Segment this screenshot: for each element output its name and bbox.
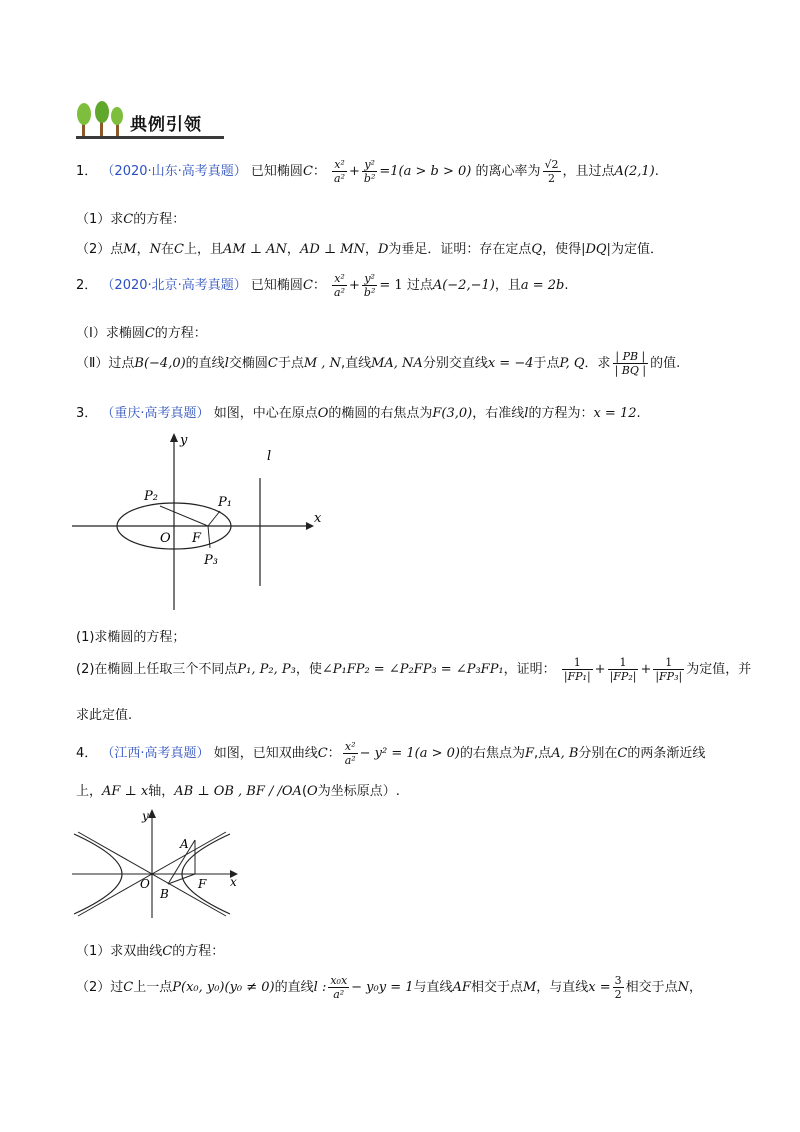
q3-text-d: 的方程为： [528, 406, 594, 421]
q2-p1-C: C [144, 326, 155, 341]
q1-p2-N: N [149, 242, 161, 257]
q4-label-F: F [198, 877, 207, 891]
q4-line2-c: ( [301, 784, 308, 799]
q1-p2-AM-AN: AM ⊥ AN [222, 242, 287, 257]
q1-eq-rhs: =1(a > b > 0) [379, 164, 472, 179]
q2-p2-text-i: 的值. [650, 356, 681, 371]
q2-p2-text-f: 分别交直线 [422, 356, 488, 371]
q4-text-e: 的两条渐近线 [627, 746, 706, 761]
header-underline [76, 136, 224, 139]
q3-number: 3． [76, 406, 98, 421]
q1-p2-label: （2）点 [76, 242, 124, 257]
q1-text-a: 已知椭圆 [250, 164, 303, 179]
q2-p2-text-h: ．求 [584, 356, 611, 371]
q2-p2-text-e: ,直线 [340, 356, 372, 371]
q3-x-arrow [306, 522, 314, 530]
q2-ratio-den: | BQ | [614, 364, 647, 377]
q1-part1 [76, 208, 185, 227]
q2-p2-text-b: 的直线 [185, 356, 225, 371]
q1-source: （2020·山东·高考真题） [101, 164, 247, 179]
q2-point: A(−2,−1) [432, 278, 495, 293]
q4-text-a: 如图，已知双曲线 [213, 746, 318, 761]
q2-colon: ： [312, 278, 326, 293]
q4-frac [343, 740, 358, 767]
q1-p2-text-f: 上，且 [183, 242, 223, 257]
q4-line2-a: 上， [76, 784, 103, 799]
q2-p2-label: （Ⅱ）过点 [76, 356, 135, 371]
q3-ellipse-figure [68, 430, 348, 615]
q4-part1 [76, 940, 224, 959]
q4-p2-text-e: 相交于点 [470, 980, 523, 995]
q1-p2-sep1: ， [136, 242, 150, 257]
q3-frac-3 [653, 656, 684, 683]
q3-frac-1-den: |FP₁| [563, 670, 591, 683]
q4-stem-line2 [76, 780, 400, 799]
q2-p2-lines: MA, NA [371, 356, 423, 371]
q3-label-y: y [180, 433, 188, 448]
q3-seg-fp1 [208, 511, 220, 526]
q4-text-d: 分别在 [578, 746, 618, 761]
q3-frac-1 [562, 656, 593, 683]
q2-p2-PQ: P, Q [559, 356, 585, 371]
q4-stem [76, 740, 705, 767]
q4-label-y: y [142, 809, 149, 823]
q1-part2 [76, 238, 663, 257]
q4-p2-line-rest: − y₀y = 1 [351, 980, 414, 995]
q3-text-b: 的椭圆的右焦点为 [328, 406, 433, 421]
q4-label-x: x [230, 875, 237, 889]
q3-end: . [636, 406, 641, 421]
q3-label-l: l [267, 449, 272, 464]
q1-frac-y [362, 158, 377, 185]
q4-p2-frac [328, 974, 349, 1001]
q1-frac-x [332, 158, 347, 185]
q1-frac-e [543, 158, 561, 185]
q3-p1: (1)求椭圆的方程； [76, 630, 186, 645]
q3-p2-text-b: ，使 [295, 662, 322, 677]
q1-p2-C: C [174, 242, 184, 257]
q2-text-b: 过点 [406, 278, 433, 293]
q2-p2-B: B(−4,0) [134, 356, 186, 371]
q3-p2-angles: ∠P₁FP₂ = ∠P₂FP₃ = ∠P₃FP₁ [321, 662, 504, 677]
q4-p2-C: C [123, 980, 134, 995]
q3-label-P1: P₁ [218, 495, 232, 510]
q2-p2-C: C [267, 356, 278, 371]
q1-number: 1． [76, 164, 98, 179]
q4-p2-P: P(x₀, y₀)(y₀ ≠ 0) [172, 980, 275, 995]
q3-p2-text-c: ，证明： [503, 662, 556, 677]
q4-p2-AF: AF [452, 980, 471, 995]
q4-p2-N: N [677, 980, 690, 995]
q1-text-b: 的离心率为 [475, 164, 541, 179]
q4-p2-text-g: 相交于点 [625, 980, 678, 995]
q4-p2-frac-x-num: 3 [614, 974, 622, 987]
q2-p2-l: l [224, 356, 229, 371]
q2-eq-rhs: = 1 [379, 278, 403, 293]
q3-y-arrow [170, 433, 178, 442]
q2-ratio-num: | PB | [613, 350, 649, 364]
q3-plus-1: + [594, 662, 606, 677]
q4-frac-num: x² [343, 740, 358, 754]
q1-end: . [654, 164, 659, 179]
q3-plus-2: + [640, 662, 652, 677]
q4-y-arrow [148, 809, 156, 818]
q2-text-c: ，且 [494, 278, 521, 293]
q4-p1-C: C [162, 944, 173, 959]
q4-text-b: 的右焦点为 [460, 746, 526, 761]
q4-p2-x: x = [588, 980, 611, 995]
q3-p2-text-d: 为定值，并 [686, 662, 752, 677]
q3-p2-text-e: 求此定值. [76, 708, 133, 723]
q4-cond1: AF ⊥ x [102, 784, 149, 799]
q4-p2-frac-x-den: 2 [614, 988, 622, 1001]
q3-frac-3-num: 1 [653, 656, 684, 670]
q4-colon: ： [327, 746, 341, 761]
q1-point: A(2,1) [614, 164, 655, 179]
q3-frac-2-num: 1 [608, 656, 639, 670]
q2-p1-label: （Ⅰ）求椭圆 [76, 326, 145, 341]
q2-C: C [302, 278, 313, 293]
q3-p2-text-a: (2)在椭圆上任取三个不同点 [76, 662, 238, 677]
q3-eq: x = 12 [593, 406, 637, 421]
section-header [76, 100, 226, 142]
q1-p2-text-p: 为定值． [610, 242, 663, 257]
q2-cond: a = 2b [520, 278, 565, 293]
q2-frac-y-num: y² [362, 272, 377, 286]
q4-label-B: B [160, 887, 169, 901]
q2-p2-MN: M , N [303, 356, 341, 371]
q1-frac-x-den: a² [334, 172, 346, 185]
q1-text-c: ，且过点 [562, 164, 615, 179]
q3-l: l [524, 406, 529, 421]
q3-text-c: ，右准线 [472, 406, 525, 421]
q3-source: （重庆·高考真题） [101, 406, 210, 421]
q3-frac-2-den: |FP₂| [609, 670, 637, 683]
q2-p2-text-g: 于点 [533, 356, 560, 371]
q1-p1-text: 的方程： [133, 212, 186, 227]
q4-eq-rest: − y² = 1(a > 0) [359, 746, 460, 761]
q2-plus: + [349, 278, 360, 293]
q1-p2-text-l: 为垂足．证明：存在定点 [388, 242, 532, 257]
q2-frac-y [362, 272, 377, 299]
q1-p2-text-d: 在 [160, 242, 174, 257]
q1-p2-D: D [377, 242, 389, 257]
q4-p2-text-h: ， [689, 980, 703, 995]
q3-label-x: x [314, 511, 322, 526]
q4-p1-text: 的方程： [172, 944, 225, 959]
q2-p2-text-d: 于点 [277, 356, 304, 371]
q2-frac-x-den: a² [334, 286, 346, 299]
q3-F: F(3,0) [432, 406, 473, 421]
q2-part1 [76, 322, 207, 341]
q2-text-a: 已知椭圆 [250, 278, 303, 293]
q4-O: O [307, 784, 318, 799]
q4-p2-l: l : [313, 980, 327, 995]
q2-ratio [613, 350, 649, 377]
q3-label-P2: P₂ [144, 489, 158, 504]
q3-label-P3: P₃ [204, 553, 218, 568]
q3-O: O [317, 406, 329, 421]
q4-line2-d: 为坐标原点）. [317, 784, 400, 799]
q2-part2 [76, 350, 680, 377]
q4-number: 4． [76, 746, 98, 761]
q4-p2-frac-num: x₀x [330, 974, 348, 987]
q4-part2 [76, 974, 702, 1001]
q3-part2-cont [76, 704, 132, 723]
q4-label-A: A [180, 837, 189, 851]
q1-stem [76, 158, 659, 185]
q4-frac-den: a² [344, 754, 356, 767]
q4-hyperbola-figure [70, 806, 250, 921]
q4-C: C [317, 746, 328, 761]
q3-part1 [76, 626, 185, 645]
q3-frac-1-num: 1 [562, 656, 593, 670]
q4-F: F [525, 746, 535, 761]
q2-number: 2． [76, 278, 98, 293]
q1-p2-AD-MN: AD ⊥ MN [299, 242, 365, 257]
q3-seg-fp2 [160, 506, 208, 526]
q4-p2-text-d: 与直线 [413, 980, 453, 995]
q1-frac-y-den: b² [363, 172, 376, 185]
q4-line2-b: 轴， [148, 784, 175, 799]
q4-source: （江西·高考真题） [101, 746, 210, 761]
q1-p2-Q: Q [531, 242, 543, 257]
q1-colon: ： [312, 164, 326, 179]
q2-frac-x-num: x² [332, 272, 347, 286]
q4-text-c: ,点 [534, 746, 552, 761]
q1-frac-y-num: y² [362, 158, 377, 172]
q4-cond2: AB ⊥ OB , BF / /OA [174, 784, 302, 799]
q4-p1-label: （1）求双曲线 [76, 944, 163, 959]
q4-AB: A, B [551, 746, 579, 761]
q2-stem [76, 272, 569, 299]
q1-plus: + [349, 164, 360, 179]
q1-C: C [302, 164, 313, 179]
q2-frac-x [332, 272, 347, 299]
q1-p1-label: （1）求 [76, 212, 124, 227]
q2-p2-line: x = −4 [487, 356, 534, 371]
q3-frac-2 [608, 656, 639, 683]
q2-end: . [564, 278, 569, 293]
section-title: 典例引领 [130, 115, 202, 135]
q2-frac-y-den: b² [363, 286, 376, 299]
q3-part2 [76, 656, 751, 683]
q4-p2-M: M [522, 980, 537, 995]
q3-stem [76, 402, 641, 421]
q2-source: （2020·北京·高考真题） [101, 278, 247, 293]
q4-p2-text-f: ，与直线 [536, 980, 589, 995]
q3-text-a: 如图，中心在原点 [213, 406, 318, 421]
q1-frac-x-num: x² [332, 158, 347, 172]
q3-label-F: F [192, 531, 202, 546]
q3-p2-points: P₁, P₂, P₃ [237, 662, 296, 677]
q4-p2-text-b: 上一点 [133, 980, 173, 995]
q1-frac-e-den: 2 [548, 172, 555, 185]
q4-C2: C [617, 746, 628, 761]
q4-label-O: O [140, 877, 150, 891]
tree-icon [76, 100, 130, 140]
q4-p2-text-c: 的直线 [274, 980, 314, 995]
q1-p2-sep2: ， [286, 242, 300, 257]
q1-p2-sep3: ， [364, 242, 378, 257]
q1-p2-M: M [123, 242, 137, 257]
q3-frac-3-den: |FP₃| [655, 670, 683, 683]
q4-p2-frac-den: a² [333, 988, 345, 1001]
q1-p1-C: C [123, 212, 134, 227]
q4-p2-frac-x [613, 974, 624, 1001]
q1-p2-text-n: ，使得 [542, 242, 582, 257]
q2-p1-text: 的方程： [154, 326, 207, 341]
q3-label-O: O [160, 531, 171, 546]
q1-frac-e-num: √2 [544, 158, 559, 171]
q4-p2-label: （2）过 [76, 980, 124, 995]
q2-p2-text-c: 交椭圆 [228, 356, 268, 371]
q1-p2-DQ: |DQ| [581, 242, 611, 257]
